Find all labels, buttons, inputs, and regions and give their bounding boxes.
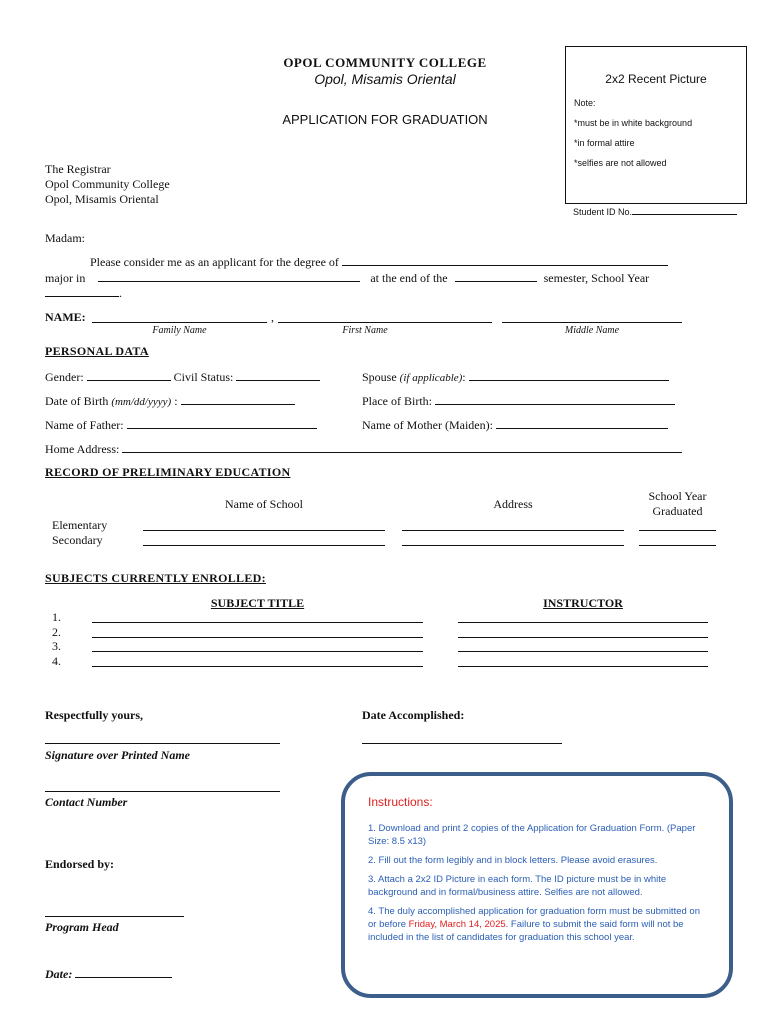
degree-field[interactable] — [342, 254, 668, 266]
instructor-field-4[interactable] — [458, 655, 708, 667]
major-line — [45, 270, 649, 286]
pob-field[interactable] — [435, 393, 675, 405]
first-name-caption: First Name — [342, 325, 388, 336]
elementary-year-field[interactable] — [639, 519, 716, 531]
student-id-row — [573, 206, 737, 217]
name-label: NAME: — [45, 310, 86, 324]
secondary-address-field[interactable] — [402, 534, 624, 546]
personal-data-heading: PERSONAL DATA — [45, 344, 149, 358]
dob-label: Date of Birth — [45, 394, 109, 408]
addressee-line-1: The Registrar — [45, 162, 111, 176]
home-address-label: Home Address: — [45, 442, 120, 456]
subjects-col-title: SUBJECT TITLE — [210, 596, 305, 610]
major-field[interactable] — [98, 270, 360, 282]
subject-number-3: 3. — [52, 639, 61, 653]
spouse-field[interactable] — [469, 369, 669, 381]
civil-status-label: Civil Status: — [173, 370, 234, 384]
education-col-school: Name of School — [225, 497, 303, 511]
dob-format: (mm/dd/yyyy) — [111, 396, 172, 408]
photo-note-label: Note: — [574, 98, 596, 108]
request-line — [90, 254, 668, 270]
photo-note-1: *must be in white background — [574, 118, 693, 128]
semester-label: semester, School Year — [543, 271, 650, 285]
subject-title-field-4[interactable] — [92, 655, 423, 667]
subject-number-1: 1. — [52, 610, 61, 624]
mother-field[interactable] — [496, 417, 668, 429]
civil-status-field[interactable] — [236, 369, 320, 381]
gender-label: Gender: — [45, 370, 84, 384]
major-label: major in — [45, 271, 86, 285]
home-address-row — [45, 441, 682, 457]
education-heading: RECORD OF PRELIMINARY EDUCATION — [45, 465, 291, 479]
college-name: OPOL COMMUNITY COLLEGE — [283, 55, 487, 70]
contact-number-field[interactable] — [45, 780, 280, 792]
secondary-year-field[interactable] — [639, 534, 716, 546]
date-accomplished-label: Date Accomplished: — [362, 708, 465, 722]
instructions-box — [341, 772, 733, 998]
elementary-label: Elementary — [52, 518, 108, 532]
program-head-field[interactable] — [45, 905, 184, 917]
date-label: Date: — [45, 967, 73, 981]
father-row — [45, 417, 317, 433]
instructor-field-2[interactable] — [458, 626, 708, 638]
instruction-item-3: 3. Attach a 2x2 ID Picture in each form. The ID picture must be in white background and in formal/business attire. Selfies are not allowed. — [368, 874, 667, 898]
spouse-row — [362, 369, 669, 385]
semester-field[interactable] — [455, 270, 537, 282]
dob-field[interactable] — [181, 393, 295, 405]
addressee-line-3: Opol, Misamis Oriental — [45, 192, 159, 206]
father-field[interactable] — [127, 417, 317, 429]
dob-colon: : — [171, 394, 178, 408]
instructor-field-3[interactable] — [458, 640, 708, 652]
student-id-label: Student ID No. — [573, 207, 633, 217]
education-col-year-2: Graduated — [652, 504, 703, 518]
secondary-school-field[interactable] — [143, 534, 385, 546]
at-end-label: at the end of the — [370, 271, 448, 285]
subjects-col-instructor: INSTRUCTOR — [543, 596, 623, 610]
subjects-heading: SUBJECTS CURRENTLY ENROLLED: — [45, 571, 266, 585]
addressee-line-2: Opol Community College — [45, 177, 170, 191]
spouse-note: (if applicable) — [399, 372, 463, 384]
pob-row — [362, 393, 675, 409]
middle-name-caption: Middle Name — [564, 325, 620, 336]
respectfully-label: Respectfully yours, — [45, 708, 143, 722]
instruction-deadline: Friday, March 14, 2025 — [408, 919, 506, 930]
first-name-field[interactable] — [278, 311, 492, 323]
date-field[interactable] — [75, 966, 172, 978]
family-name-caption: Family Name — [152, 325, 207, 336]
education-col-year — [630, 489, 725, 519]
pob-label: Place of Birth: — [362, 394, 432, 408]
signature-field[interactable] — [45, 732, 280, 744]
salutation: Madam: — [45, 231, 85, 245]
education-col-year-1: School Year — [648, 489, 707, 503]
photo-note-3: *selfies are not allowed — [574, 158, 667, 168]
subject-title-field-3[interactable] — [92, 640, 423, 652]
mother-row — [362, 417, 668, 433]
instruction-item-4 — [368, 905, 708, 944]
dob-row — [45, 393, 295, 409]
spouse-colon: : — [462, 370, 466, 384]
family-name-field[interactable] — [92, 311, 267, 323]
secondary-label: Secondary — [52, 533, 103, 547]
father-label: Name of Father: — [45, 418, 124, 432]
spouse-label: Spouse — [362, 370, 397, 384]
photo-title: 2x2 Recent Picture — [605, 72, 707, 86]
home-address-field[interactable] — [122, 441, 682, 453]
gender-row — [45, 369, 320, 385]
addressee — [45, 162, 170, 207]
instruction-item-4-post: . Failure to submit the said form will not be included in the list of candidates for graduation this school year. — [368, 919, 684, 943]
education-col-address: Address — [493, 497, 533, 511]
photo-note-2: *in formal attire — [574, 138, 635, 148]
subject-number-4: 4. — [52, 654, 61, 668]
contact-number-caption: Contact Number — [45, 795, 128, 809]
date-accomplished-field[interactable] — [362, 732, 562, 744]
subject-title-field-1[interactable] — [92, 611, 423, 623]
endorsed-label: Endorsed by: — [45, 857, 115, 871]
gender-field[interactable] — [87, 369, 171, 381]
name-comma: , — [271, 310, 274, 324]
request-prefix: Please consider me as an applicant for the degree of — [90, 255, 339, 269]
elementary-school-field[interactable] — [143, 519, 385, 531]
mother-label: Name of Mother (Maiden): — [362, 418, 493, 432]
program-head-caption: Program Head — [45, 920, 119, 934]
instructions-title: Instructions: — [368, 795, 433, 809]
instruction-item-1: 1. Download and print 2 copies of the Application for Graduation Form. (Paper Size: 8.5 x13) — [368, 823, 696, 847]
subject-number-2: 2. — [52, 625, 61, 639]
instruction-item-4-pre: 4. The duly accomplished application for graduation form must be submitted on or before — [368, 906, 700, 930]
college-location: Opol, Misamis Oriental — [314, 71, 456, 87]
subject-title-field-2[interactable] — [92, 626, 423, 638]
photo-box — [565, 46, 747, 204]
middle-name-field[interactable] — [502, 311, 682, 323]
student-id-field[interactable] — [632, 206, 737, 215]
instruction-item-2: 2. Fill out the form legibly and in block letters. Please avoid erasures. — [368, 855, 658, 866]
instructor-field-1[interactable] — [458, 611, 708, 623]
school-year-line: . — [45, 285, 122, 301]
date-row — [45, 966, 172, 982]
school-year-field[interactable] — [45, 285, 119, 297]
elementary-address-field[interactable] — [402, 519, 624, 531]
signature-caption: Signature over Printed Name — [45, 748, 191, 762]
form-title: APPLICATION FOR GRADUATION — [282, 112, 488, 127]
